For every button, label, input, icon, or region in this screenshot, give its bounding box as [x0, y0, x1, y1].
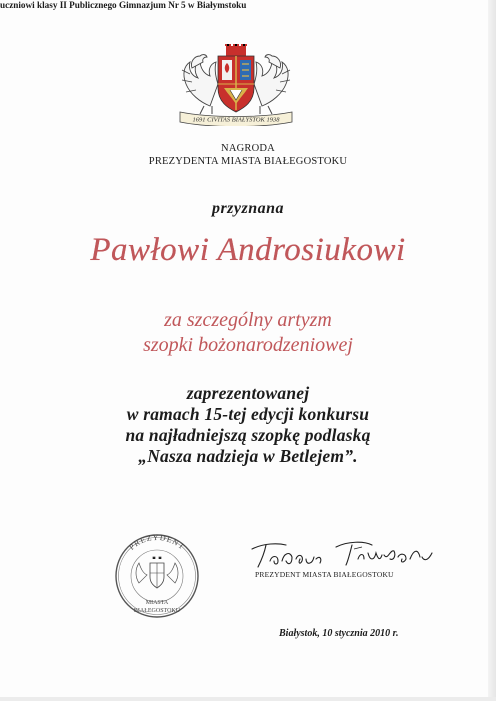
president-seal-icon	[107, 533, 207, 619]
presentation-line2: w ramach 15-tej edycji konkursu	[126, 404, 370, 424]
recipient-name: Pawłowi Androsiukowi	[90, 232, 406, 268]
seal-bottom-text1: MIASTA	[145, 600, 169, 606]
seal-bottom-text2: BIAŁEGOSTOKU	[133, 608, 181, 614]
signature-title: PREZYDENT MIASTA BIAŁEGOSTOKU	[255, 570, 394, 579]
crest-banner-text: 1691 CIVITAS BIAŁYSTOK 1938	[192, 116, 280, 124]
seal-top-text: PREZYDENT	[127, 533, 187, 552]
presentation-details	[0, 383, 496, 467]
award-reason-line1: za szczególny artyzm	[164, 309, 332, 331]
presentation-line3: na najładniejszą szopkę podlaską	[125, 425, 371, 445]
presentation-line4: „Nasza nadzieja w Betlejem”.	[138, 446, 358, 466]
page-bottom-edge	[0, 697, 496, 701]
place-and-date: Białystok, 10 stycznia 2010 r.	[279, 628, 399, 639]
award-reason	[0, 308, 496, 358]
award-title-line1: NAGRODA	[221, 143, 275, 154]
award-title	[0, 142, 496, 168]
award-reason-line2: szopki bożonarodzeniowej	[143, 334, 353, 356]
student-description: uczniowi klasy II Publicznego Gimnazjum Nr 5 w Białymstoku	[0, 0, 247, 10]
president-signature-icon	[244, 535, 440, 575]
city-coat-of-arms-icon	[170, 44, 302, 126]
presentation-line1: zaprezentowanej	[186, 383, 310, 403]
granted-label: przyznana	[211, 200, 285, 217]
award-title-line2: PREZYDENTA MIASTA BIAŁEGOSTOKU	[148, 156, 348, 167]
